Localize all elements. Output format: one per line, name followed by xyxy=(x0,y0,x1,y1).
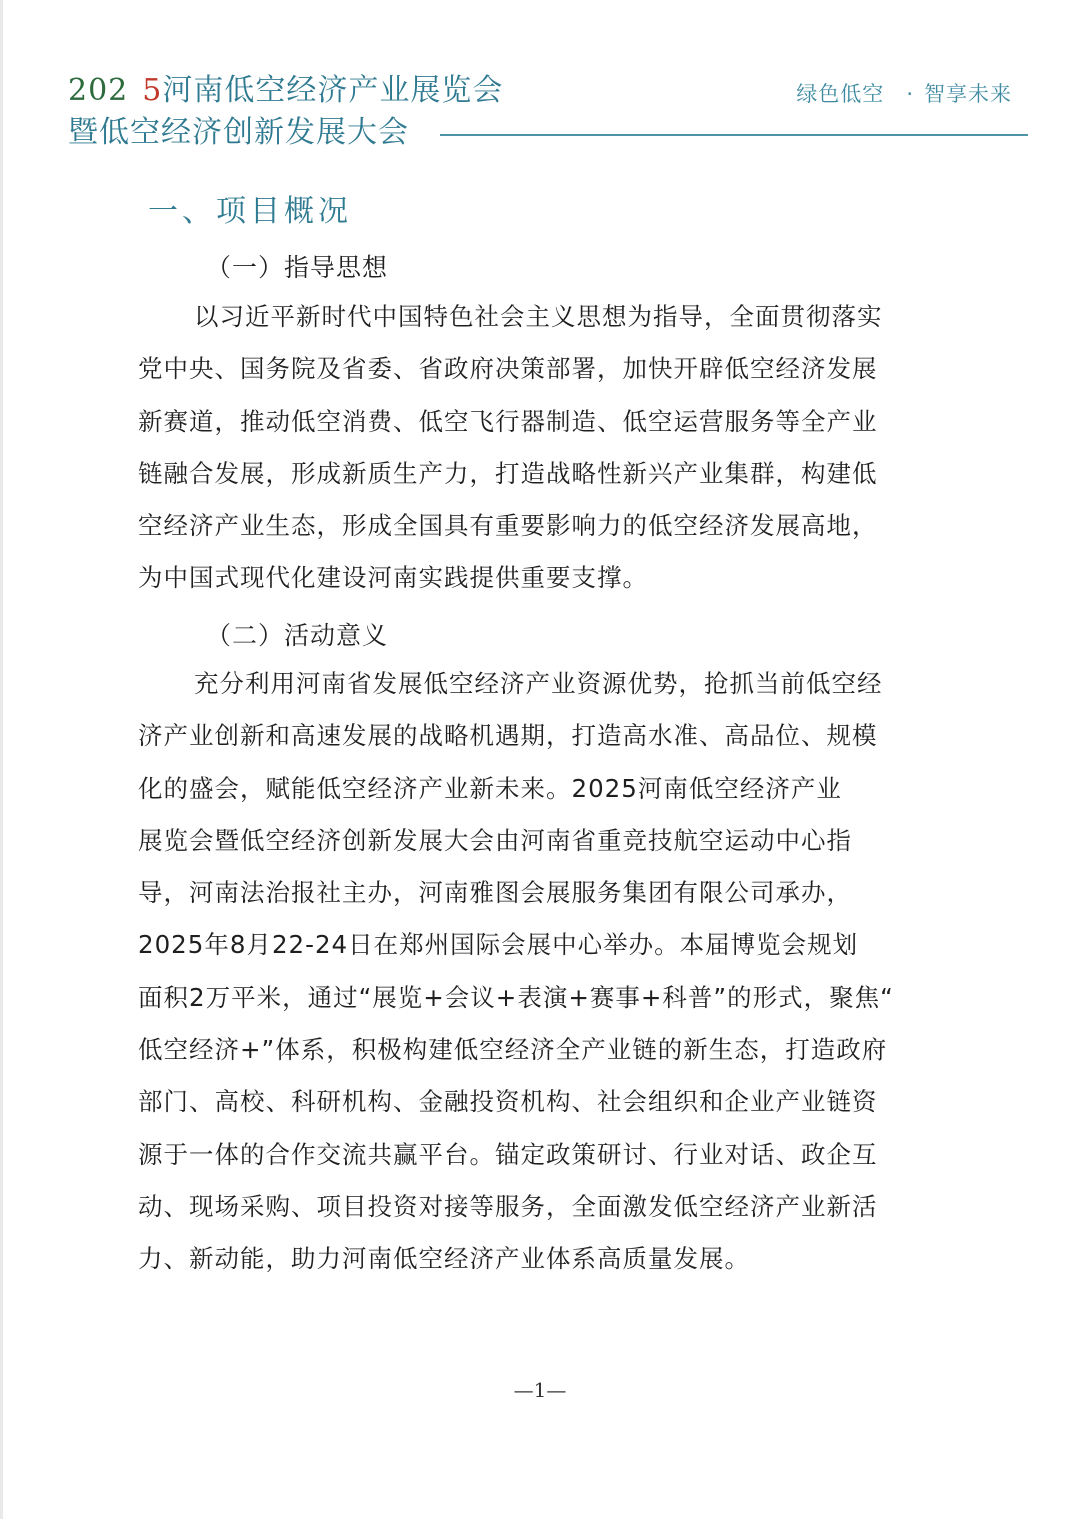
paragraph-line: 低空经济+”体系，积极构建低空经济全产业链的新生态，打造政府 xyxy=(138,1035,888,1065)
slogan-dot: · xyxy=(906,82,914,106)
paragraph-line: 2025年8月22-24日在郑州国际会展中心举办。本届博览会规划 xyxy=(138,930,859,960)
paragraph-line: 党中央、国务院及省委、省政府决策部署，加快开辟低空经济发展 xyxy=(138,354,878,384)
slogan-right: 智享未来 xyxy=(924,82,1012,106)
paragraph-line: 部门、高校、科研机构、金融投资机构、社会组织和企业产业链资 xyxy=(138,1087,878,1117)
header-title-line-1 xyxy=(68,70,548,112)
paragraph-line: 导，河南法治报社主办，河南雅图会展服务集团有限公司承办， xyxy=(138,878,852,908)
header-title-line-2: 暨低空经济创新发展大会 xyxy=(68,115,409,150)
subsection-heading-event-significance: （二）活动意义 xyxy=(206,621,389,650)
paragraph-line: 动、现场采购、项目投资对接等服务，全面激发低空经济产业新活 xyxy=(138,1191,878,1221)
page-number: —1— xyxy=(513,1378,567,1402)
page-header-title xyxy=(68,70,548,154)
paragraph-line: 展览会暨低空经济创新发展大会由河南省重竞技航空运动中心指 xyxy=(138,825,852,855)
section-heading: 一、项目概况 xyxy=(148,194,352,229)
paragraph-line: 链融合发展，形成新质生产力，打造战略性新兴产业集群，构建低 xyxy=(138,458,878,488)
header-slogan xyxy=(796,78,1012,108)
slogan-left: 绿色低空 xyxy=(796,82,885,106)
header-rule xyxy=(440,134,1028,136)
paragraph-line: 化的盛会，赋能低空经济产业新未来。2025河南低空经济产业 xyxy=(138,773,842,803)
header-year-part-b: 5 xyxy=(142,73,163,108)
paragraph-event-significance xyxy=(138,658,938,1286)
header-title-text-1: 河南低空经济产业展览会 xyxy=(162,73,504,108)
paragraph-line: 源于一体的合作交流共赢平台。锚定政策研讨、行业对话、政企互 xyxy=(138,1139,878,1169)
paragraph-line: 面积2万平米，通过“展览+会议+表演+赛事+科普”的形式，聚焦“ xyxy=(138,982,894,1012)
paragraph-line: 为中国式现代化建设河南实践提供重要支撑。 xyxy=(138,563,648,593)
paragraph-line: 充分利用河南省发展低空经济产业资源优势，抢抓当前低空经 xyxy=(194,669,883,698)
paragraph-line: 空经济产业生态，形成全国具有重要影响力的低空经济发展高地， xyxy=(138,511,878,541)
paragraph-line: 以习近平新时代中国特色社会主义思想为指导，全面贯彻落实 xyxy=(194,302,883,331)
header-year-part-a: 202 xyxy=(68,73,129,108)
paragraph-line: 新赛道，推动低空消费、低空飞行器制造、低空运营服务等全产业 xyxy=(138,406,878,436)
page-edge xyxy=(0,0,3,1519)
paragraph-line: 力、新动能，助力河南低空经济产业体系高质量发展。 xyxy=(138,1244,750,1274)
subsection-heading-guiding-ideology: （一）指导思想 xyxy=(206,253,389,282)
paragraph-guiding-ideology xyxy=(138,291,938,605)
paragraph-line: 济产业创新和高速发展的战略机遇期，打造高水准、高品位、规模 xyxy=(138,721,878,751)
